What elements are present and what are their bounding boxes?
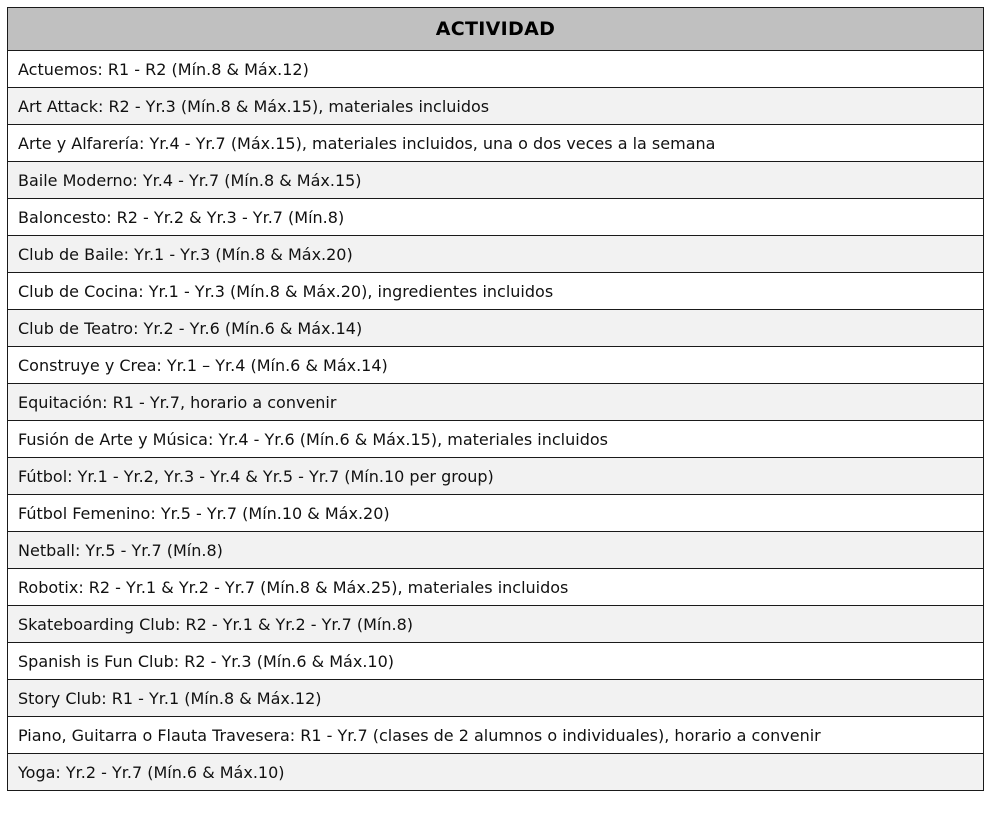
activity-cell: Skateboarding Club: R2 - Yr.1 & Yr.2 - Yr.7 (Mín.8): [8, 606, 984, 643]
table-row: [8, 88, 984, 125]
activity-cell: Fútbol Femenino: Yr.5 - Yr.7 (Mín.10 & Máx.20): [8, 495, 984, 532]
table-row: [8, 532, 984, 569]
activity-cell: Actuemos: R1 - R2 (Mín.8 & Máx.12): [8, 51, 984, 88]
table-row: [8, 569, 984, 606]
table-header-row: [8, 8, 984, 51]
activity-cell: Construye y Crea: Yr.1 – Yr.4 (Mín.6 & Máx.14): [8, 347, 984, 384]
activity-cell: Art Attack: R2 - Yr.3 (Mín.8 & Máx.15), materiales incluidos: [8, 88, 984, 125]
activity-cell: Club de Cocina: Yr.1 - Yr.3 (Mín.8 & Máx.20), ingredientes incluidos: [8, 273, 984, 310]
table-row: [8, 495, 984, 532]
table-row: [8, 162, 984, 199]
activity-cell: Netball: Yr.5 - Yr.7 (Mín.8): [8, 532, 984, 569]
table-row: [8, 643, 984, 680]
table-header-activity: ACTIVIDAD: [8, 8, 984, 51]
activity-cell: Baile Moderno: Yr.4 - Yr.7 (Mín.8 & Máx.15): [8, 162, 984, 199]
activity-cell: Fútbol: Yr.1 - Yr.2, Yr.3 - Yr.4 & Yr.5 - Yr.7 (Mín.10 per group): [8, 458, 984, 495]
table-row: [8, 347, 984, 384]
table-row: [8, 754, 984, 791]
activity-cell: Club de Teatro: Yr.2 - Yr.6 (Mín.6 & Máx.14): [8, 310, 984, 347]
table-row: [8, 606, 984, 643]
activity-cell: Arte y Alfarería: Yr.4 - Yr.7 (Máx.15), materiales incluidos, una o dos veces a la semana: [8, 125, 984, 162]
table-row: [8, 458, 984, 495]
table-row: [8, 717, 984, 754]
table-row: [8, 273, 984, 310]
activities-table: [7, 7, 984, 791]
activity-cell: Story Club: R1 - Yr.1 (Mín.8 & Máx.12): [8, 680, 984, 717]
activity-cell: Robotix: R2 - Yr.1 & Yr.2 - Yr.7 (Mín.8 & Máx.25), materiales incluidos: [8, 569, 984, 606]
table-row: [8, 310, 984, 347]
table-row: [8, 421, 984, 458]
activity-cell: Fusión de Arte y Música: Yr.4 - Yr.6 (Mín.6 & Máx.15), materiales incluidos: [8, 421, 984, 458]
activity-cell: Club de Baile: Yr.1 - Yr.3 (Mín.8 & Máx.20): [8, 236, 984, 273]
activity-cell: Equitación: R1 - Yr.7, horario a convenir: [8, 384, 984, 421]
table-row: [8, 384, 984, 421]
activity-cell: Baloncesto: R2 - Yr.2 & Yr.3 - Yr.7 (Mín.8): [8, 199, 984, 236]
activity-cell: Spanish is Fun Club: R2 - Yr.3 (Mín.6 & Máx.10): [8, 643, 984, 680]
table-row: [8, 51, 984, 88]
table-row: [8, 125, 984, 162]
activity-cell: Yoga: Yr.2 - Yr.7 (Mín.6 & Máx.10): [8, 754, 984, 791]
table-row: [8, 199, 984, 236]
table-row: [8, 236, 984, 273]
table-row: [8, 680, 984, 717]
activity-cell: Piano, Guitarra o Flauta Travesera: R1 - Yr.7 (clases de 2 alumnos o individuales), horario a convenir: [8, 717, 984, 754]
